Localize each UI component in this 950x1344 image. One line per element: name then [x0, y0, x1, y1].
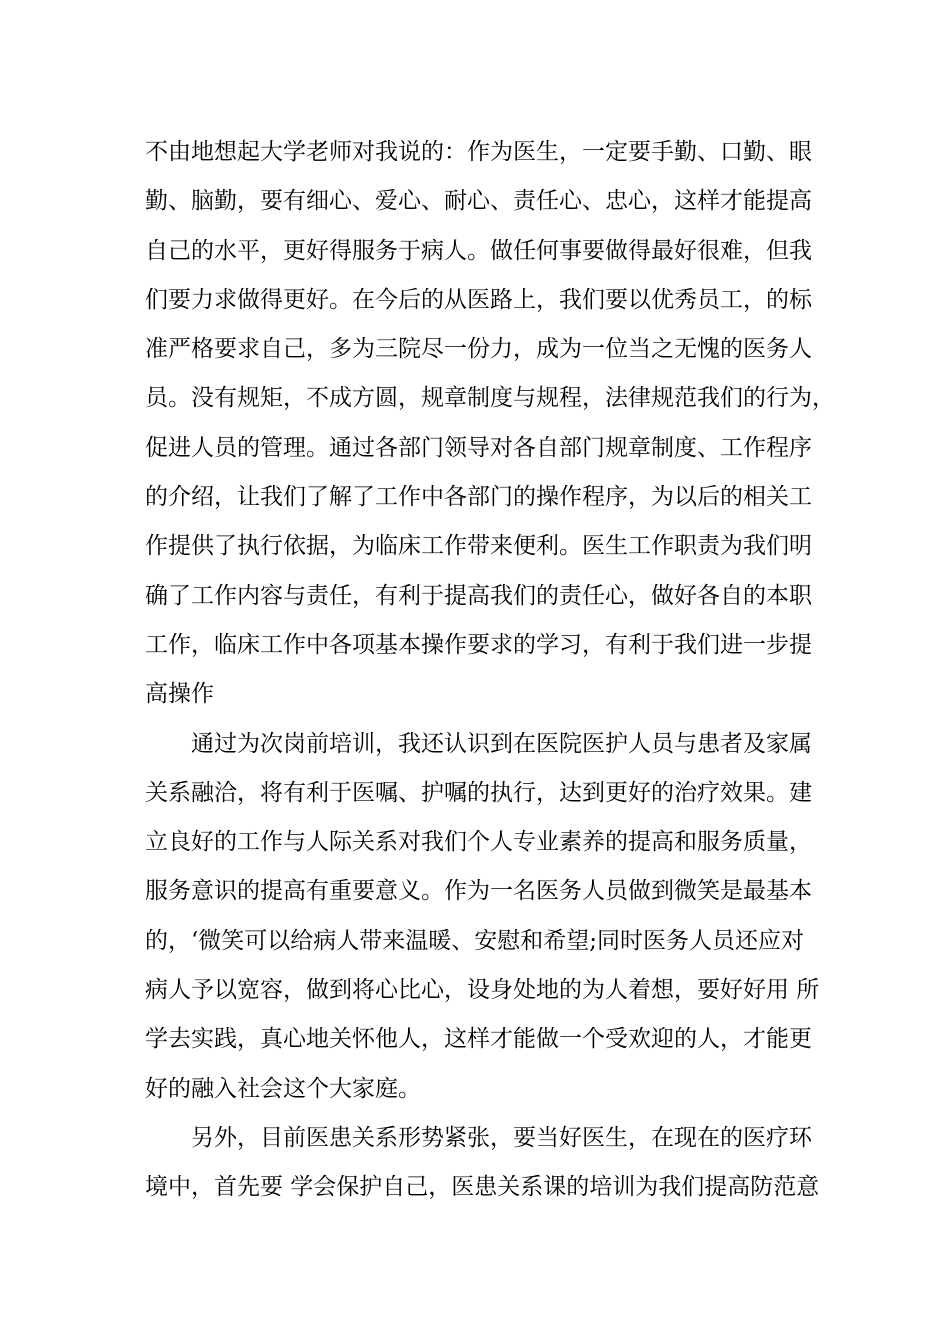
text-line: 高操作 [145, 681, 214, 708]
text-line: 自己的水平，更好得服务于病人。做任何事要做得最好很难，但我 [145, 237, 812, 264]
text-line: 病人予以宽容，做到将心比心，设身处地的为人着想，要好好用 所 [145, 977, 820, 1004]
text-line: 立良好的工作与人际关系对我们个人专业素养的提高和服务质量， [145, 829, 812, 856]
text-line: 勤、脑勤，要有细心、爱心、耐心、责任心、忠心，这样才能提高 [145, 188, 812, 215]
paragraph-1 [145, 128, 835, 720]
text-line: 工作，临床工作中各项基本操作要求的学习，有利于我们进一步提 [145, 631, 812, 658]
document-body [145, 128, 835, 1213]
paragraph-2 [145, 720, 820, 1114]
text-line: 好的融入社会这个大家庭。 [145, 1075, 421, 1102]
text-line: 作提供了执行依据，为临床工作带来便利。医生工作职责为我们明 [145, 533, 812, 560]
text-line: 们要力求做得更好。在今后的从医路上，我们要以优秀员工，的标 [145, 286, 812, 313]
text-line: 的介绍，让我们了解了工作中各部门的操作程序，为以后的相关工 [145, 484, 812, 511]
text-line: 确了工作内容与责任，有利于提高我们的责任心，做好各自的本职 [145, 582, 812, 609]
text-line: 通过为次岗前培训，我还认识到在医院医护人员与患者及家属 [191, 730, 812, 757]
paragraph-3 [145, 1114, 820, 1213]
text-line: 另外，目前医患关系形势紧张，要当好医生，在现在的医疗环 [191, 1124, 812, 1151]
text-line: 学去实践，真心地关怀他人，这样才能做一个受欢迎的人，才能更 [145, 1026, 812, 1053]
text-line: 准严格要求自己，多为三院尽一份力，成为一位当之无愧的医务人 [145, 336, 812, 363]
text-line: 关系融洽，将有利于医嘱、护嘱的执行，达到更好的治疗效果。建 [145, 779, 812, 806]
text-line: 促进人员的管理。通过各部门领导对各自部门规章制度、工作程序 [145, 434, 812, 461]
text-line: 境中，首先要 学会保护自己，医患关系课的培训为我们提高防范意 [145, 1174, 820, 1201]
text-line: 的，‘微笑可以给病人带来温暖、安慰和希望;同时医务人员还应对 [145, 927, 805, 954]
text-line: 不由地想起大学老师对我说的：作为医生，一定要手勤、口勤、眼 [145, 139, 812, 165]
text-line: 服务意识的提高有重要意义。作为一名医务人员做到微笑是最基本 [145, 878, 812, 905]
text-line: 员。没有规矩，不成方圆，规章制度与规程，法律规范我们的行为， [145, 385, 835, 412]
